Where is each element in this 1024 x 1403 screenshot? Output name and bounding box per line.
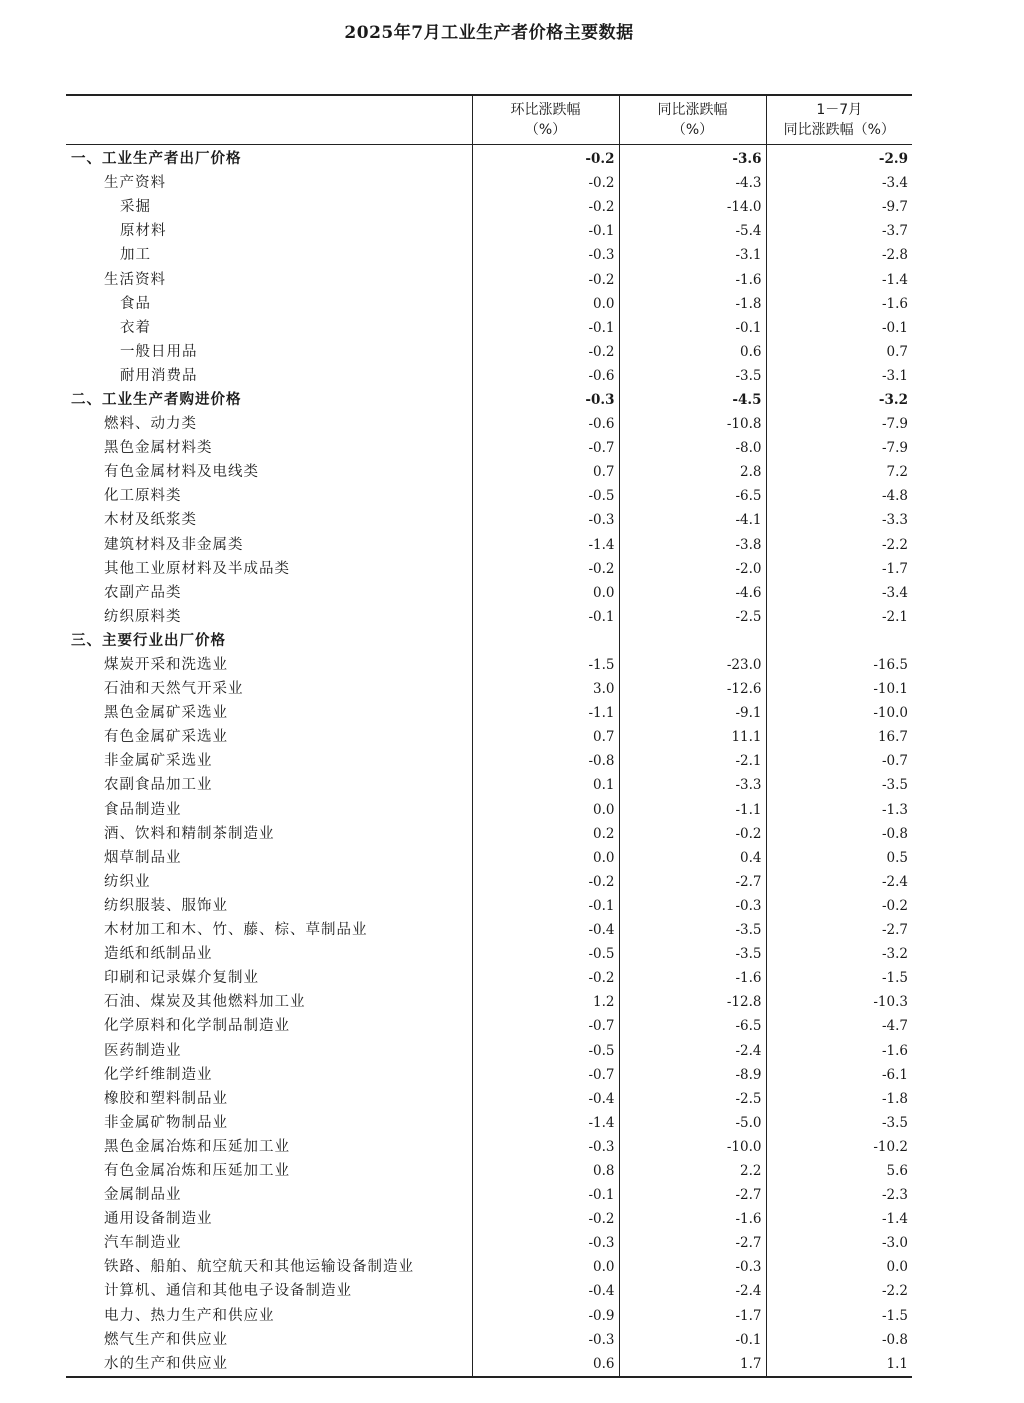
- table-row: [66, 990, 912, 1014]
- row-label: 木材及纸浆类: [104, 512, 197, 529]
- mom-value: -1.5: [472, 653, 619, 677]
- ytd-value: 7.2: [766, 460, 912, 484]
- yoy-value: -8.0: [619, 436, 766, 460]
- header-mom-change: [472, 95, 619, 145]
- row-label: 农副产品类: [104, 584, 182, 601]
- table-row: [66, 1207, 912, 1231]
- header-yoy-unit: （%）: [671, 122, 714, 138]
- mom-value: -0.2: [472, 171, 619, 195]
- row-label: 石油、煤炭及其他燃料加工业: [104, 994, 306, 1011]
- ytd-value: -10.0: [766, 701, 912, 725]
- yoy-value: 2.2: [619, 1159, 766, 1183]
- row-label: 电力、热力生产和供应业: [104, 1307, 275, 1324]
- ytd-value: 0.0: [766, 1255, 912, 1279]
- ytd-value: -10.2: [766, 1135, 912, 1159]
- yoy-value: -1.1: [619, 798, 766, 822]
- yoy-value: -12.8: [619, 990, 766, 1014]
- table-row: [66, 653, 912, 677]
- yoy-value: 2.8: [619, 460, 766, 484]
- yoy-value: -5.4: [619, 219, 766, 243]
- yoy-value: -14.0: [619, 195, 766, 219]
- table-row: [66, 605, 912, 629]
- mom-value: 0.7: [472, 460, 619, 484]
- mom-value: -1.4: [472, 1111, 619, 1135]
- ytd-value: -3.1: [766, 364, 912, 388]
- yoy-value: -3.3: [619, 773, 766, 797]
- table-row: [66, 846, 912, 870]
- table-row: [66, 870, 912, 894]
- yoy-value: -8.9: [619, 1063, 766, 1087]
- yoy-value: -5.0: [619, 1111, 766, 1135]
- table-row: [66, 629, 912, 653]
- yoy-value: 0.6: [619, 340, 766, 364]
- ytd-value: -0.2: [766, 894, 912, 918]
- ytd-value: -3.7: [766, 219, 912, 243]
- yoy-value: -4.3: [619, 171, 766, 195]
- row-label: 一、工业生产者出厂价格: [71, 151, 242, 168]
- price-data-table: [66, 94, 912, 1378]
- table-row: [66, 460, 912, 484]
- yoy-value: -4.5: [619, 388, 766, 412]
- mom-value: -0.2: [472, 966, 619, 990]
- row-label: 食品: [120, 295, 151, 312]
- ytd-value: -2.7: [766, 918, 912, 942]
- row-label: 衣着: [120, 319, 151, 336]
- yoy-value: -2.7: [619, 1231, 766, 1255]
- row-label: 燃气生产和供应业: [104, 1331, 228, 1348]
- row-label: 化工原料类: [104, 488, 182, 505]
- yoy-value: -6.5: [619, 1014, 766, 1038]
- table-row: [66, 822, 912, 846]
- yoy-value: -2.5: [619, 1087, 766, 1111]
- ytd-value: -3.5: [766, 773, 912, 797]
- table-row: [66, 1159, 912, 1183]
- ytd-value: -2.9: [766, 145, 912, 172]
- row-label: 有色金属矿采选业: [104, 729, 228, 746]
- ytd-value: -16.5: [766, 653, 912, 677]
- yoy-value: -3.8: [619, 533, 766, 557]
- ytd-value: 5.6: [766, 1159, 912, 1183]
- table-row: [66, 388, 912, 412]
- mom-value: -0.2: [472, 267, 619, 291]
- table-row: [66, 894, 912, 918]
- yoy-value: -6.5: [619, 484, 766, 508]
- table-row: [66, 749, 912, 773]
- ytd-value: -2.2: [766, 1279, 912, 1303]
- table-row: [66, 1014, 912, 1038]
- mom-value: 0.2: [472, 822, 619, 846]
- ytd-value: -7.9: [766, 436, 912, 460]
- mom-value: 0.1: [472, 773, 619, 797]
- table-row: [66, 701, 912, 725]
- mom-value: -0.6: [472, 364, 619, 388]
- table-row: [66, 508, 912, 532]
- ytd-value: -0.8: [766, 1328, 912, 1352]
- ytd-value: -9.7: [766, 195, 912, 219]
- ytd-value: 1.1: [766, 1352, 912, 1377]
- mom-value: 0.0: [472, 581, 619, 605]
- header-ytd-label: 同比涨跌幅（%）: [783, 122, 895, 138]
- mom-value: 1.2: [472, 990, 619, 1014]
- ytd-value: -1.4: [766, 267, 912, 291]
- yoy-value: 0.4: [619, 846, 766, 870]
- yoy-value: -1.7: [619, 1304, 766, 1328]
- ytd-value: -1.6: [766, 1038, 912, 1062]
- page-title: 2025年7月工业生产者价格主要数据: [344, 23, 634, 43]
- yoy-value: -4.1: [619, 508, 766, 532]
- yoy-value: -2.0: [619, 557, 766, 581]
- yoy-value: -2.7: [619, 870, 766, 894]
- ytd-value: -1.4: [766, 1207, 912, 1231]
- ytd-value: -1.7: [766, 557, 912, 581]
- ytd-value: 0.5: [766, 846, 912, 870]
- ytd-value: -1.8: [766, 1087, 912, 1111]
- table-row: [66, 966, 912, 990]
- mom-value: -0.1: [472, 316, 619, 340]
- mom-value: -1.1: [472, 701, 619, 725]
- row-label: 黑色金属矿采选业: [104, 705, 228, 722]
- table-row: [66, 533, 912, 557]
- row-label: 非金属矿物制品业: [104, 1114, 228, 1131]
- row-label: 非金属矿采选业: [104, 753, 213, 770]
- ytd-value: -0.7: [766, 749, 912, 773]
- table-row: [66, 171, 912, 195]
- yoy-value: -3.5: [619, 942, 766, 966]
- mom-value: -0.3: [472, 508, 619, 532]
- row-label: 二、工业生产者购进价格: [71, 391, 242, 408]
- table-row: [66, 243, 912, 267]
- row-label: 黑色金属冶炼和压延加工业: [104, 1138, 290, 1155]
- ytd-value: -3.2: [766, 942, 912, 966]
- table-row: [66, 1038, 912, 1062]
- row-label: 耐用消费品: [120, 367, 198, 384]
- mom-value: -0.7: [472, 436, 619, 460]
- yoy-value: 11.1: [619, 725, 766, 749]
- mom-value: -0.1: [472, 219, 619, 243]
- yoy-value: -2.5: [619, 605, 766, 629]
- yoy-value: -3.5: [619, 918, 766, 942]
- yoy-value: -0.2: [619, 822, 766, 846]
- mom-value: -0.1: [472, 1183, 619, 1207]
- row-label: 石油和天然气开采业: [104, 681, 244, 698]
- row-label: 建筑材料及非金属类: [104, 536, 244, 553]
- yoy-value: -0.3: [619, 894, 766, 918]
- mom-value: -0.3: [472, 1135, 619, 1159]
- mom-value: 0.0: [472, 292, 619, 316]
- row-label: 其他工业原材料及半成品类: [104, 560, 290, 577]
- row-label: 原材料: [120, 223, 167, 240]
- ytd-value: -1.5: [766, 1304, 912, 1328]
- table-row: [66, 1304, 912, 1328]
- row-label: 通用设备制造业: [104, 1211, 213, 1228]
- yoy-value: -1.6: [619, 267, 766, 291]
- yoy-value: -10.0: [619, 1135, 766, 1159]
- ytd-value: -0.8: [766, 822, 912, 846]
- table-row: [66, 219, 912, 243]
- ytd-value: -10.1: [766, 677, 912, 701]
- row-label: 计算机、通信和其他电子设备制造业: [104, 1283, 352, 1300]
- header-item-name: [66, 95, 472, 145]
- mom-value: -0.3: [472, 388, 619, 412]
- row-label: 生产资料: [104, 175, 166, 192]
- mom-value: 3.0: [472, 677, 619, 701]
- table-row: [66, 267, 912, 291]
- mom-value: -1.4: [472, 533, 619, 557]
- mom-value: 0.0: [472, 1255, 619, 1279]
- yoy-value: -1.6: [619, 1207, 766, 1231]
- table-row: [66, 364, 912, 388]
- table-row: [66, 292, 912, 316]
- table-row: [66, 1111, 912, 1135]
- table-row: [66, 1328, 912, 1352]
- yoy-value: -0.3: [619, 1255, 766, 1279]
- row-label: 一般日用品: [120, 343, 198, 360]
- yoy-value: -10.8: [619, 412, 766, 436]
- mom-value: -0.5: [472, 1038, 619, 1062]
- header-yoy-label: 同比涨跌幅: [657, 102, 728, 118]
- table-row: [66, 557, 912, 581]
- mom-value: -0.2: [472, 870, 619, 894]
- table-row: [66, 1255, 912, 1279]
- ytd-value: -3.5: [766, 1111, 912, 1135]
- table-row: [66, 195, 912, 219]
- mom-value: -0.3: [472, 1231, 619, 1255]
- table-row: [66, 484, 912, 508]
- mom-value: -0.4: [472, 1279, 619, 1303]
- table-row: [66, 773, 912, 797]
- mom-value: -0.9: [472, 1304, 619, 1328]
- row-label: 采掘: [120, 199, 151, 216]
- mom-value: 0.0: [472, 798, 619, 822]
- ytd-value: -1.3: [766, 798, 912, 822]
- table-body: [66, 145, 912, 1377]
- mom-value: -0.3: [472, 243, 619, 267]
- ytd-value: -1.6: [766, 292, 912, 316]
- row-label: 水的生产和供应业: [104, 1355, 228, 1372]
- yoy-value: -0.1: [619, 316, 766, 340]
- row-label: 酒、饮料和精制茶制造业: [104, 825, 275, 842]
- mom-value: -0.5: [472, 942, 619, 966]
- mom-value: 0.7: [472, 725, 619, 749]
- mom-value: -0.2: [472, 195, 619, 219]
- row-label: 燃料、动力类: [104, 416, 197, 433]
- row-label: 有色金属材料及电线类: [104, 464, 259, 481]
- ytd-value: -3.4: [766, 581, 912, 605]
- yoy-value: -3.5: [619, 364, 766, 388]
- row-label: 纺织原料类: [104, 608, 182, 625]
- yoy-value: -1.6: [619, 966, 766, 990]
- row-label: 生活资料: [104, 271, 166, 288]
- table-row: [66, 1183, 912, 1207]
- table-row: [66, 798, 912, 822]
- yoy-value: -9.1: [619, 701, 766, 725]
- row-label: 农副食品加工业: [104, 777, 213, 794]
- table-row: [66, 1279, 912, 1303]
- row-label: 医药制造业: [104, 1042, 182, 1059]
- ytd-value: -1.5: [766, 966, 912, 990]
- table-row: [66, 316, 912, 340]
- mom-value: 0.0: [472, 846, 619, 870]
- ytd-value: -4.7: [766, 1014, 912, 1038]
- table-row: [66, 942, 912, 966]
- mom-value: -0.2: [472, 557, 619, 581]
- mom-value: -0.8: [472, 749, 619, 773]
- mom-value: -0.2: [472, 145, 619, 172]
- yoy-value: -2.4: [619, 1279, 766, 1303]
- mom-value: -0.1: [472, 605, 619, 629]
- ytd-value: -10.3: [766, 990, 912, 1014]
- ytd-value: -2.2: [766, 533, 912, 557]
- ytd-value: -0.1: [766, 316, 912, 340]
- row-label: 造纸和纸制品业: [104, 946, 213, 963]
- ytd-value: -2.4: [766, 870, 912, 894]
- mom-value: -0.3: [472, 1328, 619, 1352]
- yoy-value: -12.6: [619, 677, 766, 701]
- table-row: [66, 725, 912, 749]
- ytd-value: 16.7: [766, 725, 912, 749]
- ytd-value: -4.8: [766, 484, 912, 508]
- ytd-value: -6.1: [766, 1063, 912, 1087]
- row-label: 汽车制造业: [104, 1235, 182, 1252]
- ytd-value: -2.1: [766, 605, 912, 629]
- table-row: [66, 340, 912, 364]
- header-mom-label: 环比涨跌幅: [510, 102, 581, 118]
- table-row: [66, 918, 912, 942]
- row-label: 食品制造业: [104, 801, 182, 818]
- table-row: [66, 1087, 912, 1111]
- mom-value: -0.4: [472, 1087, 619, 1111]
- yoy-value: -2.4: [619, 1038, 766, 1062]
- table-row: [66, 677, 912, 701]
- yoy-value: -0.1: [619, 1328, 766, 1352]
- header-mom-unit: （%）: [524, 122, 567, 138]
- ytd-value: -3.4: [766, 171, 912, 195]
- yoy-value: -3.1: [619, 243, 766, 267]
- row-label: 橡胶和塑料制品业: [104, 1090, 228, 1107]
- table-row: [66, 1231, 912, 1255]
- mom-value: -0.2: [472, 1207, 619, 1231]
- row-label: 黑色金属材料类: [104, 440, 213, 457]
- mom-value: -0.4: [472, 918, 619, 942]
- mom-value: -0.6: [472, 412, 619, 436]
- yoy-value: -1.8: [619, 292, 766, 316]
- yoy-value: -4.6: [619, 581, 766, 605]
- row-label: 烟草制品业: [104, 849, 182, 866]
- yoy-value: -23.0: [619, 653, 766, 677]
- ytd-value: -2.3: [766, 1183, 912, 1207]
- yoy-value: 1.7: [619, 1352, 766, 1377]
- row-label: 化学原料和化学制品制造业: [104, 1018, 290, 1035]
- ytd-value: -3.2: [766, 388, 912, 412]
- row-label: 木材加工和木、竹、藤、棕、草制品业: [104, 922, 368, 939]
- ytd-value: -3.0: [766, 1231, 912, 1255]
- table-row: [66, 581, 912, 605]
- ytd-value: -3.3: [766, 508, 912, 532]
- table-row: [66, 145, 912, 172]
- table-row: [66, 1063, 912, 1087]
- header-yoy-change: [619, 95, 766, 145]
- mom-value: -0.7: [472, 1014, 619, 1038]
- row-label: 印刷和记录媒介复制业: [104, 970, 259, 987]
- row-label: 化学纤维制造业: [104, 1066, 213, 1083]
- header-ytd-period: 1－7月: [816, 102, 863, 118]
- mom-value: -0.1: [472, 894, 619, 918]
- mom-value: 0.6: [472, 1352, 619, 1377]
- mom-value: -0.5: [472, 484, 619, 508]
- ytd-value: 0.7: [766, 340, 912, 364]
- yoy-value: [619, 629, 766, 653]
- table-row: [66, 1352, 912, 1377]
- mom-value: 0.8: [472, 1159, 619, 1183]
- ytd-value: [766, 629, 912, 653]
- table-row: [66, 1135, 912, 1159]
- ytd-value: -7.9: [766, 412, 912, 436]
- yoy-value: -2.7: [619, 1183, 766, 1207]
- table-row: [66, 412, 912, 436]
- row-label: 加工: [120, 247, 151, 264]
- row-label: 煤炭开采和洗选业: [104, 657, 228, 674]
- mom-value: -0.2: [472, 340, 619, 364]
- row-label: 纺织业: [104, 873, 151, 890]
- header-ytd-change: [766, 95, 912, 145]
- row-label: 有色金属冶炼和压延加工业: [104, 1162, 290, 1179]
- row-label: 金属制品业: [104, 1187, 182, 1204]
- row-label: 铁路、船舶、航空航天和其他运输设备制造业: [104, 1259, 414, 1276]
- yoy-value: -2.1: [619, 749, 766, 773]
- table-header-row: [66, 95, 912, 145]
- ytd-value: -2.8: [766, 243, 912, 267]
- table-row: [66, 436, 912, 460]
- yoy-value: -3.6: [619, 145, 766, 172]
- row-label: 三、主要行业出厂价格: [71, 632, 226, 649]
- mom-value: [472, 629, 619, 653]
- mom-value: -0.7: [472, 1063, 619, 1087]
- row-label: 纺织服装、服饰业: [104, 897, 228, 914]
